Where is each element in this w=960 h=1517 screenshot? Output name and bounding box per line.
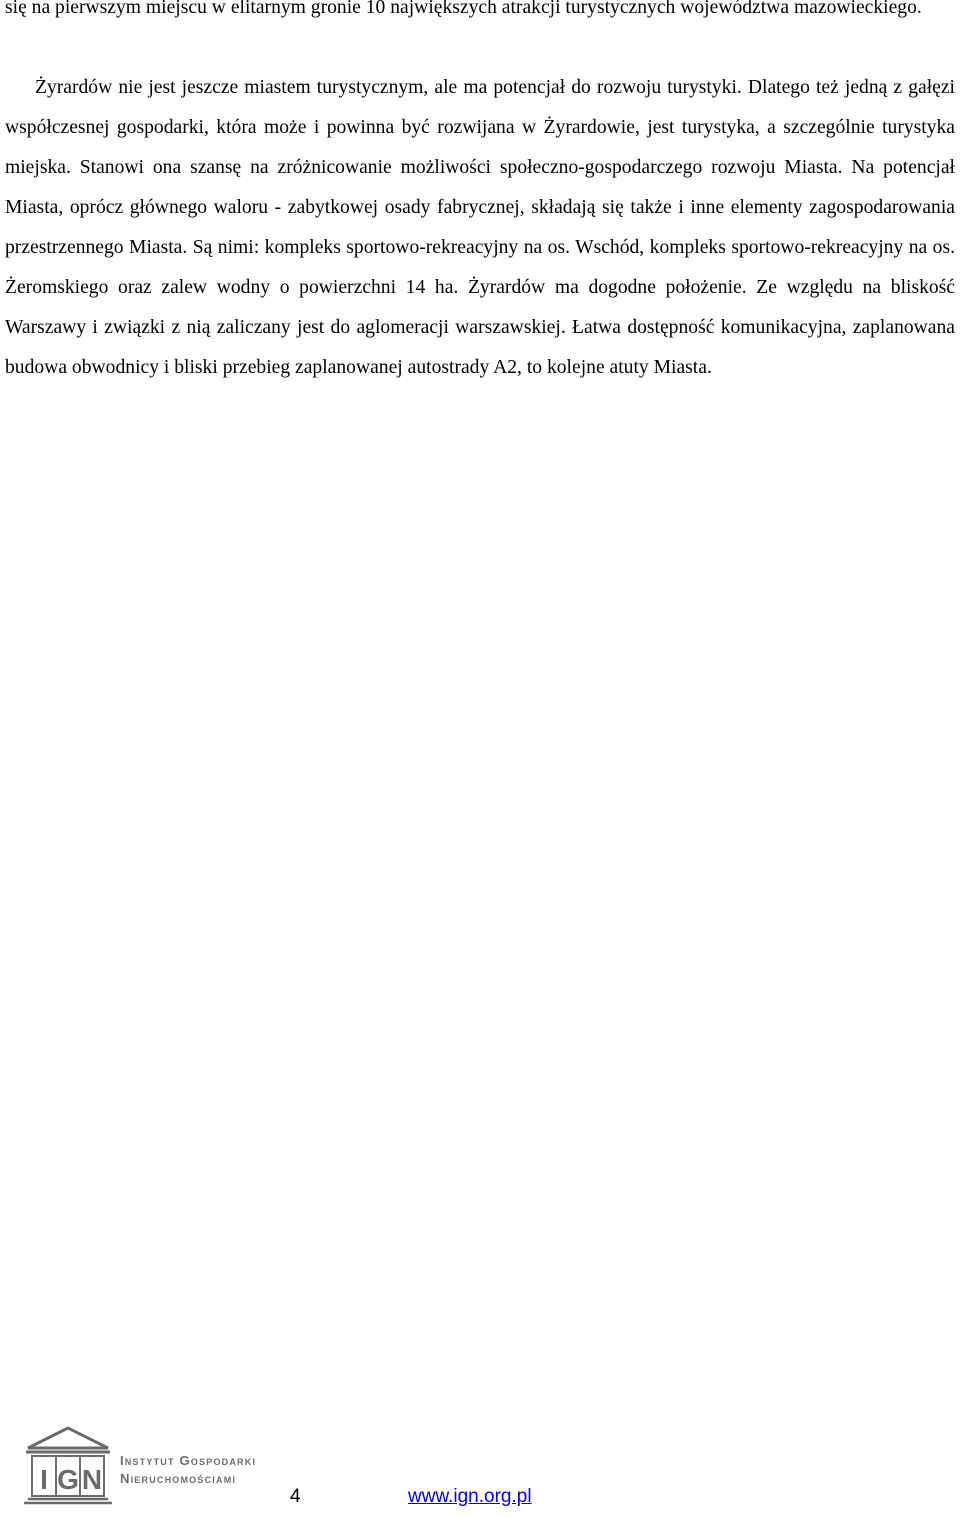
paragraph-1: się na pierwszym miejscu w elitarnym gronie 10 największych atrakcji turystycznych województwa mazowieckiego. <box>5 0 922 18</box>
page-number: 4 <box>290 1486 301 1507</box>
body-text <box>5 0 955 388</box>
svg-text:I: I <box>40 1464 48 1495</box>
organization-name <box>120 1452 256 1488</box>
website-link[interactable]: www.ign.org.pl <box>408 1486 532 1507</box>
paragraph-2: Żyrardów nie jest jeszcze miastem turystycznym, ale ma potencjał do rozwoju turystyki. Dlatego też jedną z gałęzi współczesnej gospodarki, która może i powinna być rozwijana w Żyrardowie, jest turystyka, a szczególnie turystyka miejska. Stanowi ona szansę na zróżnicowanie możliwości społeczno-gospodarczego rozwoju Miasta. Na potencjał Miasta, oprócz głównego waloru - zabytkowej osady fabrycznej, składają się także i inne elementy zagospodarowania przestrzennego Miasta. Są nimi: kompleks sportowo-rekreacyjny na os. Wschód, kompleks sportowo-rekreacyjny na os. Żeromskiego oraz zalew wodny o powierzchni 14 ha. Żyrardów ma dogodne położenie. Ze względu na bliskość Warszawy i związki z nią zaliczany jest do aglomeracji warszawskiej. Łatwa dostępność komunikacyjna, zaplanowana budowa obwodnicy i bliski przebieg zaplanowanej autostrady A2, to kolejne atuty Miasta. <box>5 77 955 378</box>
page-footer <box>0 1420 960 1517</box>
ign-logo <box>22 1426 114 1506</box>
organization-name-line-2: Nieruchomościami <box>120 1471 237 1486</box>
svg-text:G: G <box>57 1464 79 1495</box>
building-logo-icon <box>22 1426 114 1506</box>
organization-name-line-1: Instytut Gospodarki <box>120 1453 257 1468</box>
svg-text:N: N <box>81 1464 103 1495</box>
